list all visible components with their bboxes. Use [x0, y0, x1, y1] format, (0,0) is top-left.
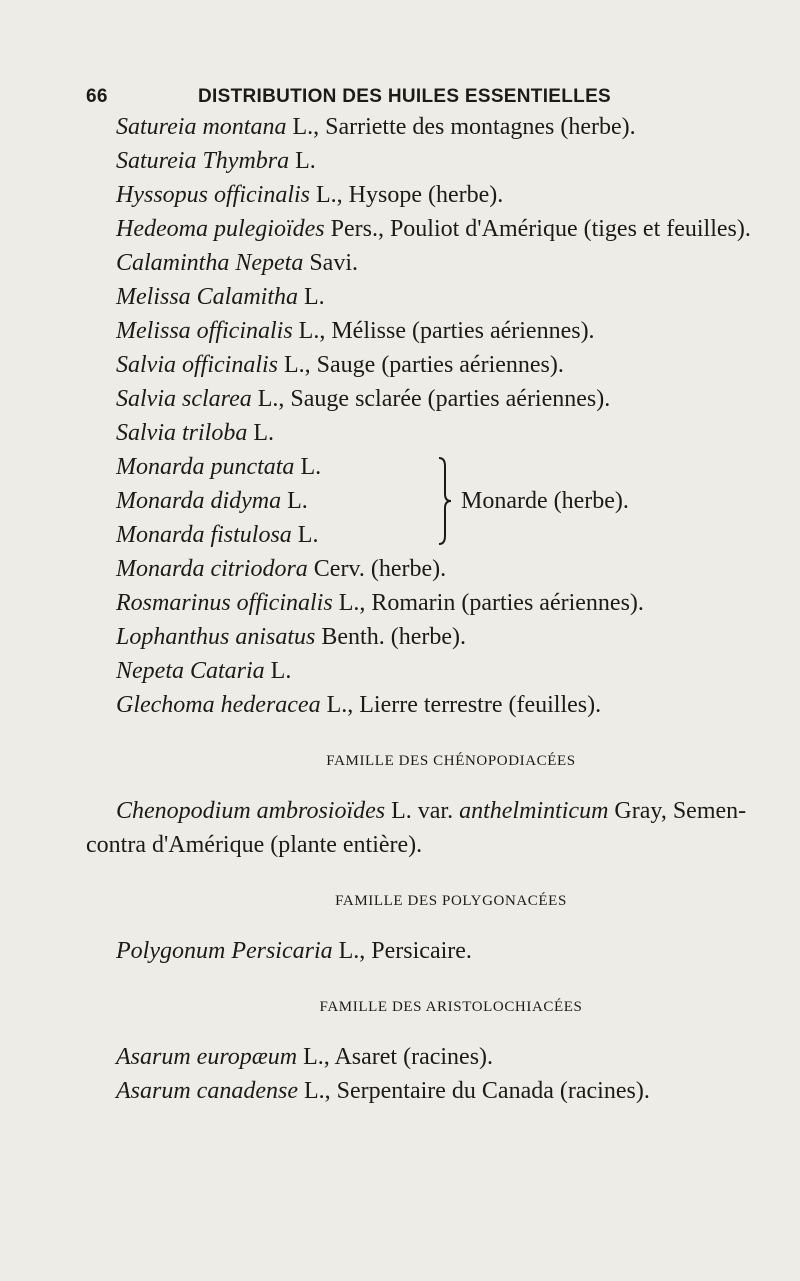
entry-text: L. — [247, 420, 275, 446]
scientific-name: Lophanthus anisatus — [116, 624, 316, 650]
scientific-name: Monarda didyma — [116, 488, 282, 514]
scientific-name: Salvia sclarea — [116, 386, 252, 412]
entry-text: Benth. (herbe). — [315, 624, 466, 650]
page-body — [86, 110, 786, 1108]
entry-text: L., Sauge sclarée (parties aériennes). — [251, 386, 611, 412]
entry-text: L., Sarriette des montagnes (herbe). — [286, 114, 636, 140]
entry-text: L., Hysope (herbe). — [310, 182, 504, 208]
page-number: 66 — [86, 86, 108, 107]
entry-hyssopus — [116, 178, 786, 212]
scientific-name: Asarum canadense — [116, 1078, 298, 1104]
scientific-name: Melissa officinalis — [116, 318, 293, 344]
variety-name: anthelminticum — [459, 798, 609, 824]
entry-text: Pers., Pouliot d'Amérique (tiges et feuilles). — [324, 216, 751, 242]
entry-text: L., Serpentaire du Canada (racines). — [297, 1078, 650, 1104]
entry-text: L., Sauge (parties aériennes). — [278, 352, 564, 378]
entry-text: Savi. — [303, 250, 358, 276]
entry-melissa-officinalis — [116, 314, 786, 348]
entry-monarda-citriodora — [116, 552, 786, 586]
running-title: DISTRIBUTION DES HUILES ESSENTIELLES — [198, 86, 612, 107]
entry-nepeta — [116, 654, 786, 688]
entry-text: L. — [289, 148, 316, 174]
scientific-name: Polygonum Persicaria — [116, 938, 333, 964]
entry-text: L. — [294, 454, 322, 480]
entry-text: L. — [264, 658, 292, 684]
entry-monarda-punctata — [116, 450, 321, 484]
entry-asarum-canadense — [86, 1074, 786, 1108]
section-title-polygonacees: FAMILLE DES POLYGONACÉES — [335, 893, 567, 909]
entry-calamintha — [116, 246, 786, 280]
entry-text: L., Mélisse (parties aériennes). — [292, 318, 595, 344]
scientific-name: Hyssopus officinalis — [116, 182, 311, 208]
entry-text: Cerv. (herbe). — [307, 556, 447, 582]
scientific-name: Asarum europæum — [116, 1044, 298, 1070]
scientific-name: Nepeta Cataria — [116, 658, 265, 684]
entry-asarum-europaeum — [116, 1040, 786, 1074]
entry-satureia-thymbra — [116, 144, 786, 178]
scientific-name: Satureia montana — [116, 114, 287, 140]
section-title-aristolochiacees: FAMILLE DES ARISTOLOCHIACÉES — [319, 999, 583, 1015]
entry-rosmarinus — [116, 586, 786, 620]
entry-salvia-officinalis — [116, 348, 786, 382]
scientific-name: Rosmarinus officinalis — [116, 590, 333, 616]
scientific-name: Melissa Calamitha — [116, 284, 299, 310]
entry-polygonum — [116, 934, 786, 968]
scientific-name: Glechoma hederacea — [116, 692, 321, 718]
scientific-name: Monarda punctata — [116, 454, 295, 480]
scientific-name: Monarda fistulosa — [116, 522, 292, 548]
entry-hedeoma — [86, 212, 786, 246]
right-brace-icon — [435, 456, 455, 546]
entry-text: L. — [291, 522, 319, 548]
entry-monarda-fistulosa — [116, 518, 318, 552]
scientific-name: Chenopodium ambrosioïdes — [116, 798, 386, 824]
scientific-name: Hedeoma pulegioïdes — [116, 216, 325, 242]
section-title-chenopodiacees: FAMILLE DES CHÉNOPODIACÉES — [326, 753, 576, 769]
entry-text: Gray, Semen-contra d'Amérique (plante entière). — [86, 798, 747, 858]
scientific-name: Monarda citriodora — [116, 556, 308, 582]
entry-text: L., Asaret (racines). — [297, 1044, 494, 1070]
scientific-name: Salvia triloba — [116, 420, 248, 446]
entry-text: L., Romarin (parties aériennes). — [332, 590, 644, 616]
monarda-common-name: Monarde (herbe). — [461, 488, 629, 514]
entry-text: L. var. — [385, 798, 460, 824]
entry-salvia-triloba — [116, 416, 786, 450]
entry-glechoma — [116, 688, 786, 722]
scientific-name: Calamintha Nepeta — [116, 250, 304, 276]
entry-lophanthus — [116, 620, 786, 654]
entry-chenopodium — [86, 794, 786, 862]
entry-text: L. — [298, 284, 325, 310]
entry-melissa-calamitha — [116, 280, 786, 314]
monarda-brace-group — [116, 450, 786, 552]
entry-salvia-sclarea — [116, 382, 786, 416]
entry-satureia-montana — [116, 110, 786, 144]
entry-text: L., Lierre terrestre (feuilles). — [320, 692, 602, 718]
entry-monarda-didyma — [116, 484, 308, 518]
entry-text: L. — [281, 488, 308, 514]
entry-text: L., Persicaire. — [332, 938, 472, 964]
scientific-name: Satureia Thymbra — [116, 148, 290, 174]
scientific-name: Salvia officinalis — [116, 352, 278, 378]
